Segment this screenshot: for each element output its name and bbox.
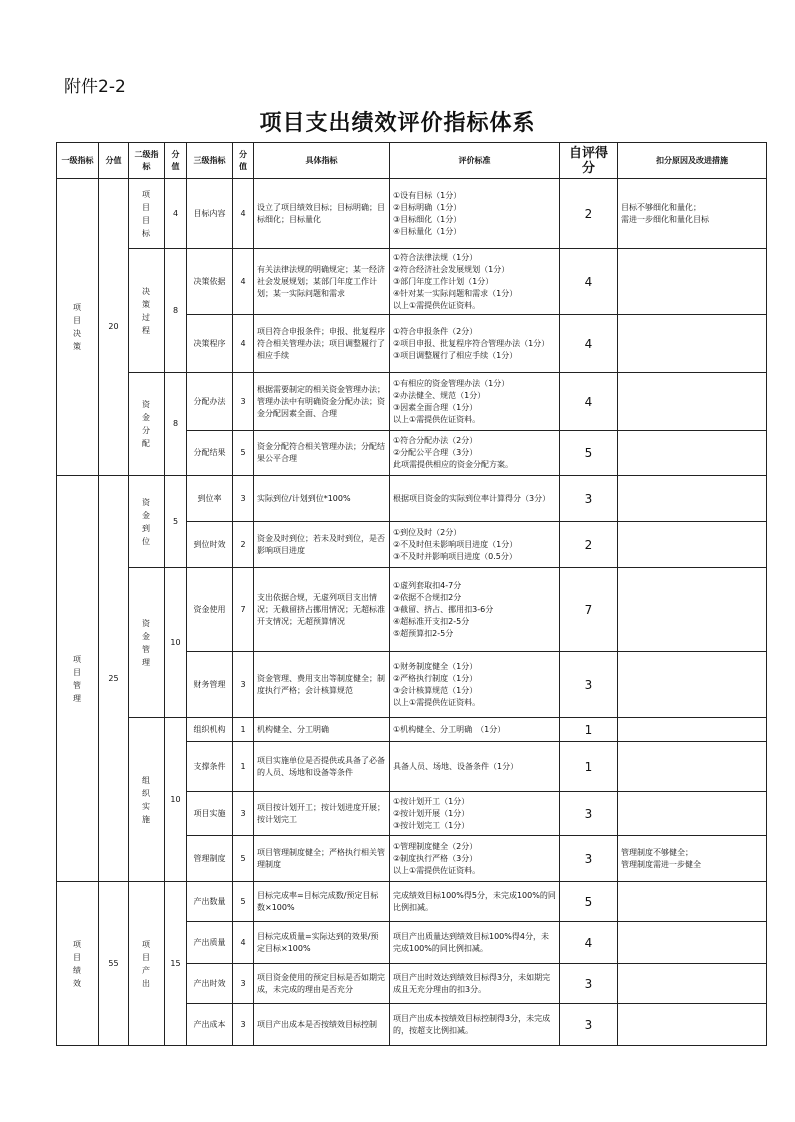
evaluation-standard: 根据项目资金的实际到位率计算得分（3分）	[390, 476, 560, 522]
self-score: 2	[560, 179, 618, 249]
level3-score: 7	[233, 568, 254, 652]
evaluation-standard: 具备人员、场地、设备条件（1分）	[390, 742, 560, 792]
level3-cell: 分配办法	[187, 373, 233, 431]
specific-indicator: 项目资金使用的预定目标是否如期完成，未完成的理由是否充分	[254, 964, 390, 1004]
page-title: 项目支出绩效评价指标体系	[259, 111, 536, 136]
header-level3: 三级指标	[187, 143, 233, 179]
evaluation-standard: 项目产出成本按绩效目标控制得3分，未完成的，按超支比例扣减。	[390, 1004, 560, 1046]
level2-score: 5	[165, 476, 187, 568]
level2-score: 15	[165, 882, 187, 1046]
evaluation-standard: ①符合分配办法（2分） ②分配公平合理（3分） 此项需提供相应的资金分配方案。	[390, 431, 560, 476]
level3-score: 5	[233, 882, 254, 922]
header-score1: 分值	[99, 143, 129, 179]
self-score: 2	[560, 522, 618, 568]
deduction-reason	[618, 922, 767, 964]
evaluation-standard: 项目产出时效达到绩效目标得3分，未如期完成且无充分理由的扣3分。	[390, 964, 560, 1004]
self-score: 3	[560, 476, 618, 522]
level3-score: 5	[233, 431, 254, 476]
level1-cell: 项目管理	[57, 476, 99, 882]
deduction-reason: 目标不够细化和量化； 需进一步细化和量化目标	[618, 179, 767, 249]
specific-indicator: 项目实施单位是否提供或具备了必备的人员、场地和设备等条件	[254, 742, 390, 792]
self-score: 4	[560, 373, 618, 431]
specific-indicator: 机构健全、分工明确	[254, 718, 390, 742]
specific-indicator: 项目产出成本是否按绩效目标控制	[254, 1004, 390, 1046]
self-score: 4	[560, 249, 618, 315]
evaluation-standard: ①财务制度健全（1分） ②严格执行制度（1分） ③会计核算规范（1分） 以上①需提供佐证资料。	[390, 652, 560, 718]
level2-cell: 资金分配	[129, 373, 165, 476]
self-score: 5	[560, 431, 618, 476]
header-specific: 具体指标	[254, 143, 390, 179]
level3-cell: 决策依据	[187, 249, 233, 315]
level3-score: 4	[233, 922, 254, 964]
table-row	[57, 373, 767, 431]
table-row	[57, 882, 767, 922]
self-score: 1	[560, 742, 618, 792]
specific-indicator: 实际到位/计划到位*100%	[254, 476, 390, 522]
deduction-reason	[618, 522, 767, 568]
specific-indicator: 设立了项目绩效目标；目标明确；目标细化；目标量化	[254, 179, 390, 249]
level3-cell: 财务管理	[187, 652, 233, 718]
level3-cell: 管理制度	[187, 836, 233, 882]
deduction-reason	[618, 568, 767, 652]
evaluation-standard: ①管理制度健全（2分） ②制度执行严格（3分） 以上①需提供佐证资料。	[390, 836, 560, 882]
table-row	[57, 718, 767, 742]
self-score: 7	[560, 568, 618, 652]
deduction-reason	[618, 652, 767, 718]
level2-score: 10	[165, 568, 187, 718]
level3-cell: 支撑条件	[187, 742, 233, 792]
evaluation-standard: ①虚列套取扣4-7分 ②依据不合规扣2分 ③截留、挤占、挪用扣3-6分 ④超标准开支扣2-5分 ⑤超预算扣2-5分	[390, 568, 560, 652]
header-row	[57, 143, 767, 179]
self-score: 3	[560, 964, 618, 1004]
self-score: 4	[560, 922, 618, 964]
level1-cell: 项目决策	[57, 179, 99, 476]
level3-score: 3	[233, 1004, 254, 1046]
header-self-score: 自评得分	[560, 143, 618, 179]
level1-score: 20	[99, 179, 129, 476]
deduction-reason	[618, 249, 767, 315]
self-score: 3	[560, 652, 618, 718]
level3-score: 3	[233, 964, 254, 1004]
evaluation-standard: ①有相应的资金管理办法（1分） ②办法健全、规范（1分） ③因素全面合理（1分） 以上①需提供佐证资料。	[390, 373, 560, 431]
header-standard: 评价标准	[390, 143, 560, 179]
level3-score: 3	[233, 476, 254, 522]
deduction-reason	[618, 476, 767, 522]
level3-cell: 组织机构	[187, 718, 233, 742]
table-row	[57, 179, 767, 249]
level2-cell: 决策过程	[129, 249, 165, 373]
level2-score: 8	[165, 373, 187, 476]
evaluation-standard: 项目产出质量达到绩效目标100%得4分，未完成100%的同比例扣减。	[390, 922, 560, 964]
level3-score: 1	[233, 718, 254, 742]
level3-cell: 到位率	[187, 476, 233, 522]
header-level2: 二级指标	[129, 143, 165, 179]
level3-cell: 产出数量	[187, 882, 233, 922]
evaluation-standard: ①到位及时（2分） ②不及时但未影响项目进度（1分） ③不及时并影响项目进度（0.5分）	[390, 522, 560, 568]
evaluation-table	[56, 142, 767, 1046]
deduction-reason: 管理制度不够健全； 管理制度需进一步健全	[618, 836, 767, 882]
evaluation-standard: ①设有目标（1分） ②目标明确（1分） ③目标细化（1分） ④目标量化（1分）	[390, 179, 560, 249]
deduction-reason	[618, 882, 767, 922]
self-score: 3	[560, 836, 618, 882]
specific-indicator: 项目按计划开工；按计划进度开展；按计划完工	[254, 792, 390, 836]
specific-indicator: 项目符合申报条件；申报、批复程序符合相关管理办法；项目调整履行了相应手续	[254, 315, 390, 373]
header-reason: 扣分原因及改进措施	[618, 143, 767, 179]
self-score: 4	[560, 315, 618, 373]
self-score: 3	[560, 1004, 618, 1046]
specific-indicator: 资金管理、费用支出等制度健全；制度执行严格；会计核算规范	[254, 652, 390, 718]
level3-cell: 产出成本	[187, 1004, 233, 1046]
level3-cell: 目标内容	[187, 179, 233, 249]
level3-score: 4	[233, 249, 254, 315]
self-score: 5	[560, 882, 618, 922]
attachment-label: 附件2-2	[64, 77, 126, 97]
deduction-reason	[618, 315, 767, 373]
specific-indicator: 资金及时到位；若未及时到位，是否影响项目进度	[254, 522, 390, 568]
level3-cell: 资金使用	[187, 568, 233, 652]
specific-indicator: 有关法律法规的明确规定；某一经济社会发展规划；某部门年度工作计划；某一实际问题和需求	[254, 249, 390, 315]
evaluation-standard: ①机构健全、分工明确 （1分）	[390, 718, 560, 742]
level3-cell: 分配结果	[187, 431, 233, 476]
level2-cell: 项目目标	[129, 179, 165, 249]
table-row	[57, 476, 767, 522]
level2-cell: 项目产出	[129, 882, 165, 1046]
evaluation-standard: ①符合申报条件（2分） ②项目申报、批复程序符合管理办法（1分） ③项目调整履行了相应手续（1分）	[390, 315, 560, 373]
deduction-reason	[618, 742, 767, 792]
deduction-reason	[618, 964, 767, 1004]
level3-cell: 产出质量	[187, 922, 233, 964]
header-score2: 分值	[165, 143, 187, 179]
deduction-reason	[618, 718, 767, 742]
level3-score: 5	[233, 836, 254, 882]
level2-score: 8	[165, 249, 187, 373]
level3-score: 4	[233, 179, 254, 249]
self-score: 1	[560, 718, 618, 742]
level3-cell: 决策程序	[187, 315, 233, 373]
deduction-reason	[618, 1004, 767, 1046]
self-score: 3	[560, 792, 618, 836]
specific-indicator: 资金分配符合相关管理办法；分配结果公平合理	[254, 431, 390, 476]
level3-score: 2	[233, 522, 254, 568]
evaluation-standard: ①符合法律法规（1分） ②符合经济社会发展规划（1分） ③部门年度工作计划（1分） ④针对某一实际问题和需求（1分） 以上①需提供佐证资料。	[390, 249, 560, 315]
specific-indicator: 项目管理制度健全；严格执行相关管理制度	[254, 836, 390, 882]
deduction-reason	[618, 431, 767, 476]
deduction-reason	[618, 373, 767, 431]
level3-score: 1	[233, 742, 254, 792]
level3-score: 3	[233, 792, 254, 836]
level3-cell: 项目实施	[187, 792, 233, 836]
level1-score: 55	[99, 882, 129, 1046]
level1-cell: 项目绩效	[57, 882, 99, 1046]
level3-cell: 产出时效	[187, 964, 233, 1004]
level2-score: 10	[165, 718, 187, 882]
table-row	[57, 249, 767, 315]
level1-score: 25	[99, 476, 129, 882]
level2-cell: 组织实施	[129, 718, 165, 882]
level2-score: 4	[165, 179, 187, 249]
specific-indicator: 根据需要制定的相关资金管理办法；管理办法中有明确资金分配办法；资金分配因素全面、合理	[254, 373, 390, 431]
level2-cell: 资金管理	[129, 568, 165, 718]
specific-indicator: 目标完成率=目标完成数/预定目标数×100%	[254, 882, 390, 922]
evaluation-standard: ①按计划开工（1分） ②按计划开展（1分） ③按计划完工（1分）	[390, 792, 560, 836]
header-score3: 分值	[233, 143, 254, 179]
level2-cell: 资金到位	[129, 476, 165, 568]
level3-score: 4	[233, 315, 254, 373]
level3-score: 3	[233, 373, 254, 431]
level3-cell: 到位时效	[187, 522, 233, 568]
evaluation-standard: 完成绩效目标100%得5分，未完成100%的同比例扣减。	[390, 882, 560, 922]
deduction-reason	[618, 792, 767, 836]
table-row	[57, 568, 767, 652]
header-level1: 一级指标	[57, 143, 99, 179]
level3-score: 3	[233, 652, 254, 718]
specific-indicator: 支出依据合规，无虚列项目支出情况；无截留挤占挪用情况；无超标准开支情况；无超预算情况	[254, 568, 390, 652]
specific-indicator: 目标完成质量=实际达到的效果/预定目标×100%	[254, 922, 390, 964]
